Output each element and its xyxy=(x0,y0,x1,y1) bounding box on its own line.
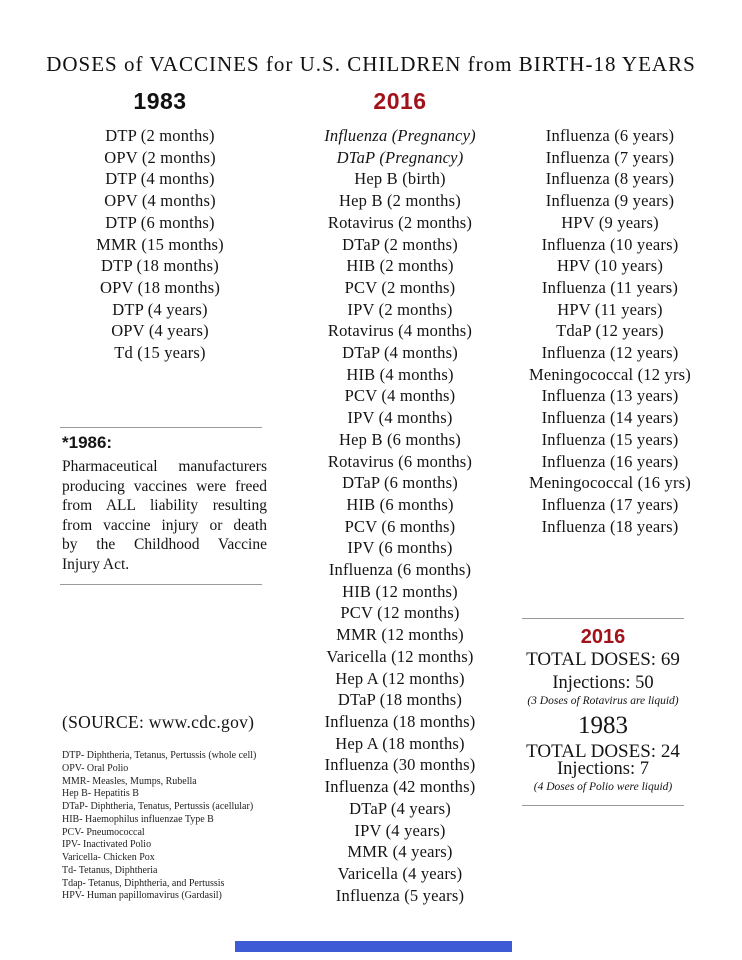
vaccine-list-item: Hep B (6 months) xyxy=(339,429,461,449)
vaccine-list-item: OPV (4 months) xyxy=(104,191,216,211)
vaccine-list-item: DTP (6 months) xyxy=(105,212,215,232)
totals-1983-note: (4 Doses of Polio were liquid) xyxy=(533,781,673,793)
note-1986-line: Injury Act. xyxy=(62,555,130,573)
abbreviation-key-item: HIB- Haemophilus influenzae Type B xyxy=(62,813,214,825)
totals-1983-doses: TOTAL DOSES: 24 xyxy=(526,741,680,762)
source-line: (SOURCE: www.cdc.gov) xyxy=(62,712,255,732)
abbreviation-key-item: Td- Tetanus, Diphtheria xyxy=(62,864,158,876)
totals-2016-injections: Injections: 50 xyxy=(552,673,654,693)
vaccine-list-item: MMR (12 months) xyxy=(336,625,464,645)
totals-2016-year: 2016 xyxy=(580,626,626,648)
vaccine-list-item: Rotavirus (2 months) xyxy=(327,212,473,232)
vaccine-list-item: Influenza (9 years) xyxy=(545,191,675,211)
vaccine-list-2016-continued xyxy=(505,125,715,537)
divider-line xyxy=(60,584,262,585)
vaccine-list-item: Hep A (18 months) xyxy=(335,733,465,753)
note-1986-line: from vaccine injury or death xyxy=(62,516,267,534)
vaccine-list-item: Influenza (17 years) xyxy=(541,494,679,514)
vaccine-list-item: DTP (18 months) xyxy=(101,256,219,276)
vaccine-list-item: Influenza (15 years) xyxy=(541,429,679,449)
vaccine-list-item: Varicella (4 years) xyxy=(337,863,463,883)
abbreviation-key xyxy=(62,750,256,903)
abbreviation-key-item: PCV- Pneumococcal xyxy=(62,826,145,838)
vaccine-list-item: Hep A (12 months) xyxy=(335,668,465,688)
vaccine-list-item: OPV (2 months) xyxy=(104,147,216,167)
vaccine-list-item: PCV (2 months) xyxy=(344,277,456,297)
vaccine-list-item: DTP (4 months) xyxy=(105,169,215,189)
vaccine-list-item: HPV (10 years) xyxy=(556,256,664,276)
vaccine-list-item: OPV (18 months) xyxy=(99,277,221,297)
vaccine-list-item: DTaP (6 months) xyxy=(342,473,458,493)
vaccine-list-item: PCV (6 months) xyxy=(344,516,456,536)
vaccine-list-item: DTaP (18 months) xyxy=(337,690,463,710)
abbreviation-key-item: Varicella- Chicken Pox xyxy=(62,852,155,863)
note-1986-line: Pharmaceutical manufacturers xyxy=(62,458,267,475)
column-header-1983: 1983 xyxy=(133,88,187,114)
vaccine-list-item: Hep B (2 months) xyxy=(339,191,461,211)
vaccine-list-item: HPV (11 years) xyxy=(557,299,663,319)
vaccine-list-item: DTaP (Pregnancy) xyxy=(336,147,464,167)
divider-line xyxy=(60,427,262,428)
vaccine-list-item: MMR (4 years) xyxy=(347,842,453,862)
vaccine-list-item: Meningococcal (16 yrs) xyxy=(528,473,691,493)
vaccine-list-item: IPV (2 months) xyxy=(347,299,453,319)
vaccine-list-item: OPV (4 years) xyxy=(111,321,209,341)
vaccine-list-item: Influenza (13 years) xyxy=(541,386,679,406)
vaccine-list-item: Influenza (8 years) xyxy=(545,169,675,189)
vaccine-list-item: Rotavirus (6 months) xyxy=(327,451,473,471)
vaccine-list-item: IPV (6 months) xyxy=(347,538,453,558)
vaccine-list-item: HIB (6 months) xyxy=(346,494,454,514)
totals-1983-injections: Injections: 7 xyxy=(557,759,649,779)
vaccine-list-item: PCV (12 months) xyxy=(340,603,460,623)
totals-2016-doses: TOTAL DOSES: 69 xyxy=(526,649,680,670)
totals-2016-note: (3 Doses of Rotavirus are liquid) xyxy=(527,695,679,707)
totals-1983-year: 1983 xyxy=(578,712,628,739)
vaccine-list-item: Influenza (18 months) xyxy=(324,711,476,731)
vaccine-list-item: IPV (4 years) xyxy=(354,820,446,840)
vaccine-list-item: Influenza (11 years) xyxy=(541,277,679,297)
vaccine-list-item: Influenza (16 years) xyxy=(541,451,679,471)
vaccine-list-item: DTaP (2 months) xyxy=(342,234,458,254)
vaccine-list-item: Influenza (6 years) xyxy=(545,126,675,145)
note-1986-heading: *1986: xyxy=(62,433,113,452)
vaccine-list-item: Hep B (birth) xyxy=(354,169,446,189)
divider-line xyxy=(522,618,684,619)
vaccine-list-item: Td (15 years) xyxy=(114,343,206,363)
vaccine-list-item: Influenza (5 years) xyxy=(335,885,465,905)
vaccine-list-item: Influenza (42 months) xyxy=(324,777,476,797)
vaccine-list-item: Influenza (30 months) xyxy=(324,755,476,775)
vaccine-list-item: Influenza (14 years) xyxy=(541,408,679,428)
vaccine-list-item: Influenza (7 years) xyxy=(545,147,675,167)
vaccine-list-item: HIB (12 months) xyxy=(342,581,458,601)
vaccine-list-item: Influenza (6 months) xyxy=(328,560,472,580)
vaccine-list-item: Influenza (10 years) xyxy=(541,234,679,254)
vaccine-list-2016-main xyxy=(280,125,520,906)
abbreviation-key-item: DTaP- Diphtheria, Tenatus, Pertussis (acellular) xyxy=(62,801,254,812)
vaccine-list-item: Influenza (18 years) xyxy=(541,516,679,536)
vaccine-list-item: Rotavirus (4 months) xyxy=(327,321,473,341)
abbreviation-key-item: HPV- Human papillomavirus (Gardasil) xyxy=(62,890,222,902)
note-1986-line: producing vaccines were freed xyxy=(62,477,267,495)
vaccine-list-item: HPV (9 years) xyxy=(561,212,659,232)
vaccine-list-item: HIB (2 months) xyxy=(346,256,454,276)
note-1986-line: by the Childhood Vaccine xyxy=(62,536,267,554)
divider-line xyxy=(522,805,684,806)
vaccine-list-item: Influenza (Pregnancy) xyxy=(324,126,476,145)
vaccine-list-item: DTP (4 years) xyxy=(112,299,208,319)
vaccine-list-item: PCV (4 months) xyxy=(344,386,456,406)
abbreviation-key-item: Hep B- Hepatitis B xyxy=(62,788,139,800)
vaccine-list-item: Influenza (12 years) xyxy=(541,343,679,363)
note-1986-line: from ALL liability resulting xyxy=(62,497,267,515)
bottom-progress-bar xyxy=(235,941,512,952)
abbreviation-key-item: Tdap- Tetanus, Diphtheria, and Pertussis xyxy=(62,877,225,889)
vaccine-list-item: Meningococcal (12 yrs) xyxy=(528,364,691,384)
vaccine-list-item: IPV (4 months) xyxy=(347,408,453,428)
note-1986-text xyxy=(62,457,267,575)
vaccine-list-item: TdaP (12 years) xyxy=(556,321,664,341)
abbreviation-key-item: DTP- Diphtheria, Tetanus, Pertussis (whole cell) xyxy=(62,750,257,761)
vaccine-list-item: DTaP (4 years) xyxy=(349,798,451,818)
abbreviation-key-item: IPV- Inactivated Polio xyxy=(62,839,152,851)
abbreviation-key-item: OPV- Oral Polio xyxy=(62,762,129,774)
vaccine-list-item: DTaP (4 months) xyxy=(342,343,458,363)
page-title: DOSES of VACCINES for U.S. CHILDREN from BIRTH-18 YEARS xyxy=(46,52,696,76)
vaccine-list-1983 xyxy=(40,125,280,364)
vaccine-list-item: DTP (2 months) xyxy=(105,126,215,145)
vaccine-list-item: Varicella (12 months) xyxy=(326,646,474,666)
vaccine-list-item: MMR (15 months) xyxy=(96,234,224,254)
vaccine-list-item: HIB (4 months) xyxy=(346,364,454,384)
column-header-2016: 2016 xyxy=(373,88,427,114)
abbreviation-key-item: MMR- Measles, Mumps, Rubella xyxy=(62,775,197,787)
